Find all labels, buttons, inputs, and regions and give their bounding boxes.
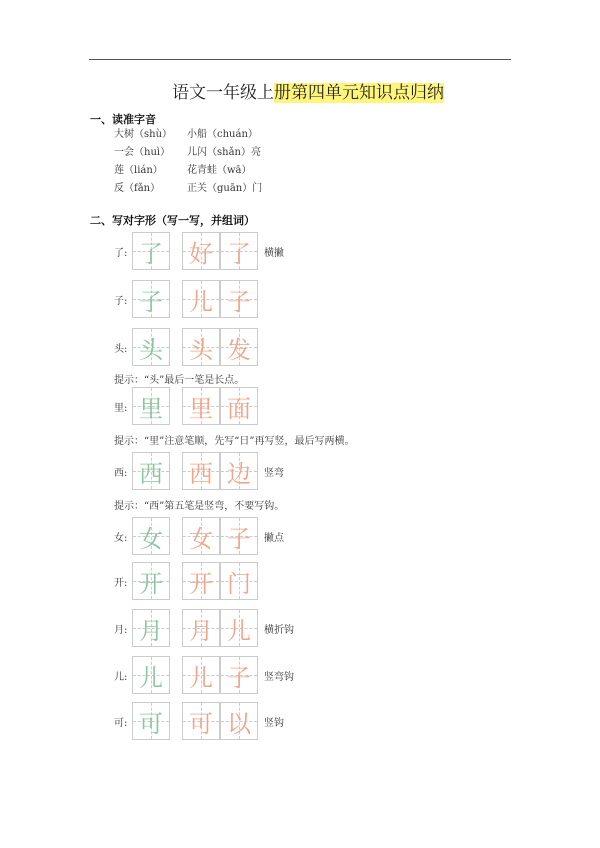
writing-grid-box xyxy=(132,232,170,270)
char-row xyxy=(114,702,284,740)
header-rule xyxy=(89,59,511,60)
writing-grid-box xyxy=(220,517,258,555)
section2-heading: 二、写对字形（写一写，并组词） xyxy=(90,214,255,227)
grid-char: 头 xyxy=(189,335,213,364)
writing-grid-box xyxy=(182,609,220,647)
tip-text: 提示：“头”最后一笔是长点。 xyxy=(114,375,245,386)
char-row xyxy=(114,232,284,270)
grid-char: 门 xyxy=(227,569,251,598)
writing-grid-box xyxy=(132,328,170,366)
writing-grid-box xyxy=(132,387,170,425)
writing-grid-box xyxy=(220,232,258,270)
grid-char: 儿 xyxy=(189,663,213,692)
grid-char: 里 xyxy=(189,394,213,423)
char-row xyxy=(114,452,284,490)
writing-grid-box xyxy=(182,452,220,490)
pinyin-item: 小船（chuán） xyxy=(187,129,258,140)
char-label: 女: xyxy=(114,532,128,544)
grid-char: 月 xyxy=(139,616,163,645)
writing-grid-box xyxy=(132,280,170,318)
grid-char: 头 xyxy=(139,335,163,364)
grid-char: 以 xyxy=(227,709,251,738)
char-label: 可: xyxy=(114,717,128,729)
tip-text: 提示：“里”注意笔顺，先写“日”再写竖，最后写两横。 xyxy=(114,436,355,447)
char-row xyxy=(114,517,284,555)
grid-char: 月 xyxy=(189,616,213,645)
char-label: 西: xyxy=(114,467,128,479)
char-label: 里: xyxy=(114,402,128,414)
grid-char: 儿 xyxy=(227,616,251,645)
writing-grid-box xyxy=(182,562,220,600)
char-label: 子: xyxy=(114,295,128,307)
grid-char: 里 xyxy=(139,394,163,423)
grid-char: 了 xyxy=(227,239,251,268)
stroke-note: 横折钩 xyxy=(264,624,294,636)
grid-char: 可 xyxy=(139,709,163,738)
writing-grid-box xyxy=(220,387,258,425)
writing-grid-box xyxy=(132,702,170,740)
writing-grid-box xyxy=(182,517,220,555)
char-label: 开: xyxy=(114,577,128,589)
writing-grid-box xyxy=(182,232,220,270)
char-label: 头: xyxy=(114,343,128,355)
writing-grid-box xyxy=(182,387,220,425)
writing-grid-box xyxy=(182,702,220,740)
pinyin-item: 大树（shù） xyxy=(114,129,173,140)
pinyin-item: 一会（huì） xyxy=(114,147,171,158)
grid-char: 子 xyxy=(139,287,163,316)
grid-char: 好 xyxy=(189,239,213,268)
stroke-note: 横撇 xyxy=(264,247,284,259)
char-label: 儿: xyxy=(114,671,128,683)
pinyin-item: 花青蛙（wā） xyxy=(187,165,252,176)
writing-grid-box xyxy=(220,609,258,647)
writing-grid-box xyxy=(132,517,170,555)
stroke-note: 竖弯钩 xyxy=(264,671,294,683)
grid-char: 面 xyxy=(227,394,251,423)
char-label: 月: xyxy=(114,624,128,636)
grid-char: 可 xyxy=(189,709,213,738)
char-row xyxy=(114,562,264,600)
pinyin-item: 儿闪（shǎn）亮 xyxy=(187,147,261,158)
char-row xyxy=(114,656,294,694)
writing-grid-box xyxy=(220,656,258,694)
char-row xyxy=(114,609,294,647)
page-title xyxy=(172,78,444,103)
grid-char: 子 xyxy=(227,287,251,316)
char-row xyxy=(114,328,264,366)
grid-char: 儿 xyxy=(139,663,163,692)
char-row xyxy=(114,280,264,318)
writing-grid-box xyxy=(182,280,220,318)
tip-text: 提示：“西”第五笔是竖弯，不要写钩。 xyxy=(114,501,285,512)
writing-grid-box xyxy=(182,328,220,366)
grid-char: 了 xyxy=(139,239,163,268)
writing-grid-box xyxy=(132,656,170,694)
stroke-note: 撇点 xyxy=(264,532,284,544)
stroke-note: 竖钩 xyxy=(264,717,284,729)
writing-grid-box xyxy=(132,452,170,490)
grid-char: 西 xyxy=(139,459,163,488)
char-label: 了: xyxy=(114,247,128,259)
writing-grid-box xyxy=(132,562,170,600)
title-highlight: 册第四单元知识点归纳 xyxy=(274,83,444,103)
grid-char: 子 xyxy=(227,663,251,692)
writing-grid-box xyxy=(182,656,220,694)
grid-char: 开 xyxy=(139,569,163,598)
pinyin-item: 正关（guān）门 xyxy=(187,183,263,194)
section1-heading: 一、读准字音 xyxy=(90,113,156,126)
grid-char: 西 xyxy=(189,459,213,488)
grid-char: 子 xyxy=(227,524,251,553)
grid-char: 儿 xyxy=(189,287,213,316)
writing-grid-box xyxy=(132,609,170,647)
pinyin-item: 莲（lián） xyxy=(114,165,163,176)
writing-grid-box xyxy=(220,702,258,740)
grid-char: 开 xyxy=(189,569,213,598)
grid-char: 女 xyxy=(189,524,213,553)
writing-grid-box xyxy=(220,280,258,318)
char-row xyxy=(114,387,264,425)
grid-char: 边 xyxy=(227,459,251,488)
grid-char: 发 xyxy=(227,335,251,364)
writing-grid-box xyxy=(220,452,258,490)
title-text: 语文一年级上 xyxy=(172,83,274,103)
stroke-note: 竖弯 xyxy=(264,467,284,479)
pinyin-item: 反（fǎn） xyxy=(114,183,161,194)
writing-grid-box xyxy=(220,562,258,600)
writing-grid-box xyxy=(220,328,258,366)
grid-char: 女 xyxy=(139,524,163,553)
